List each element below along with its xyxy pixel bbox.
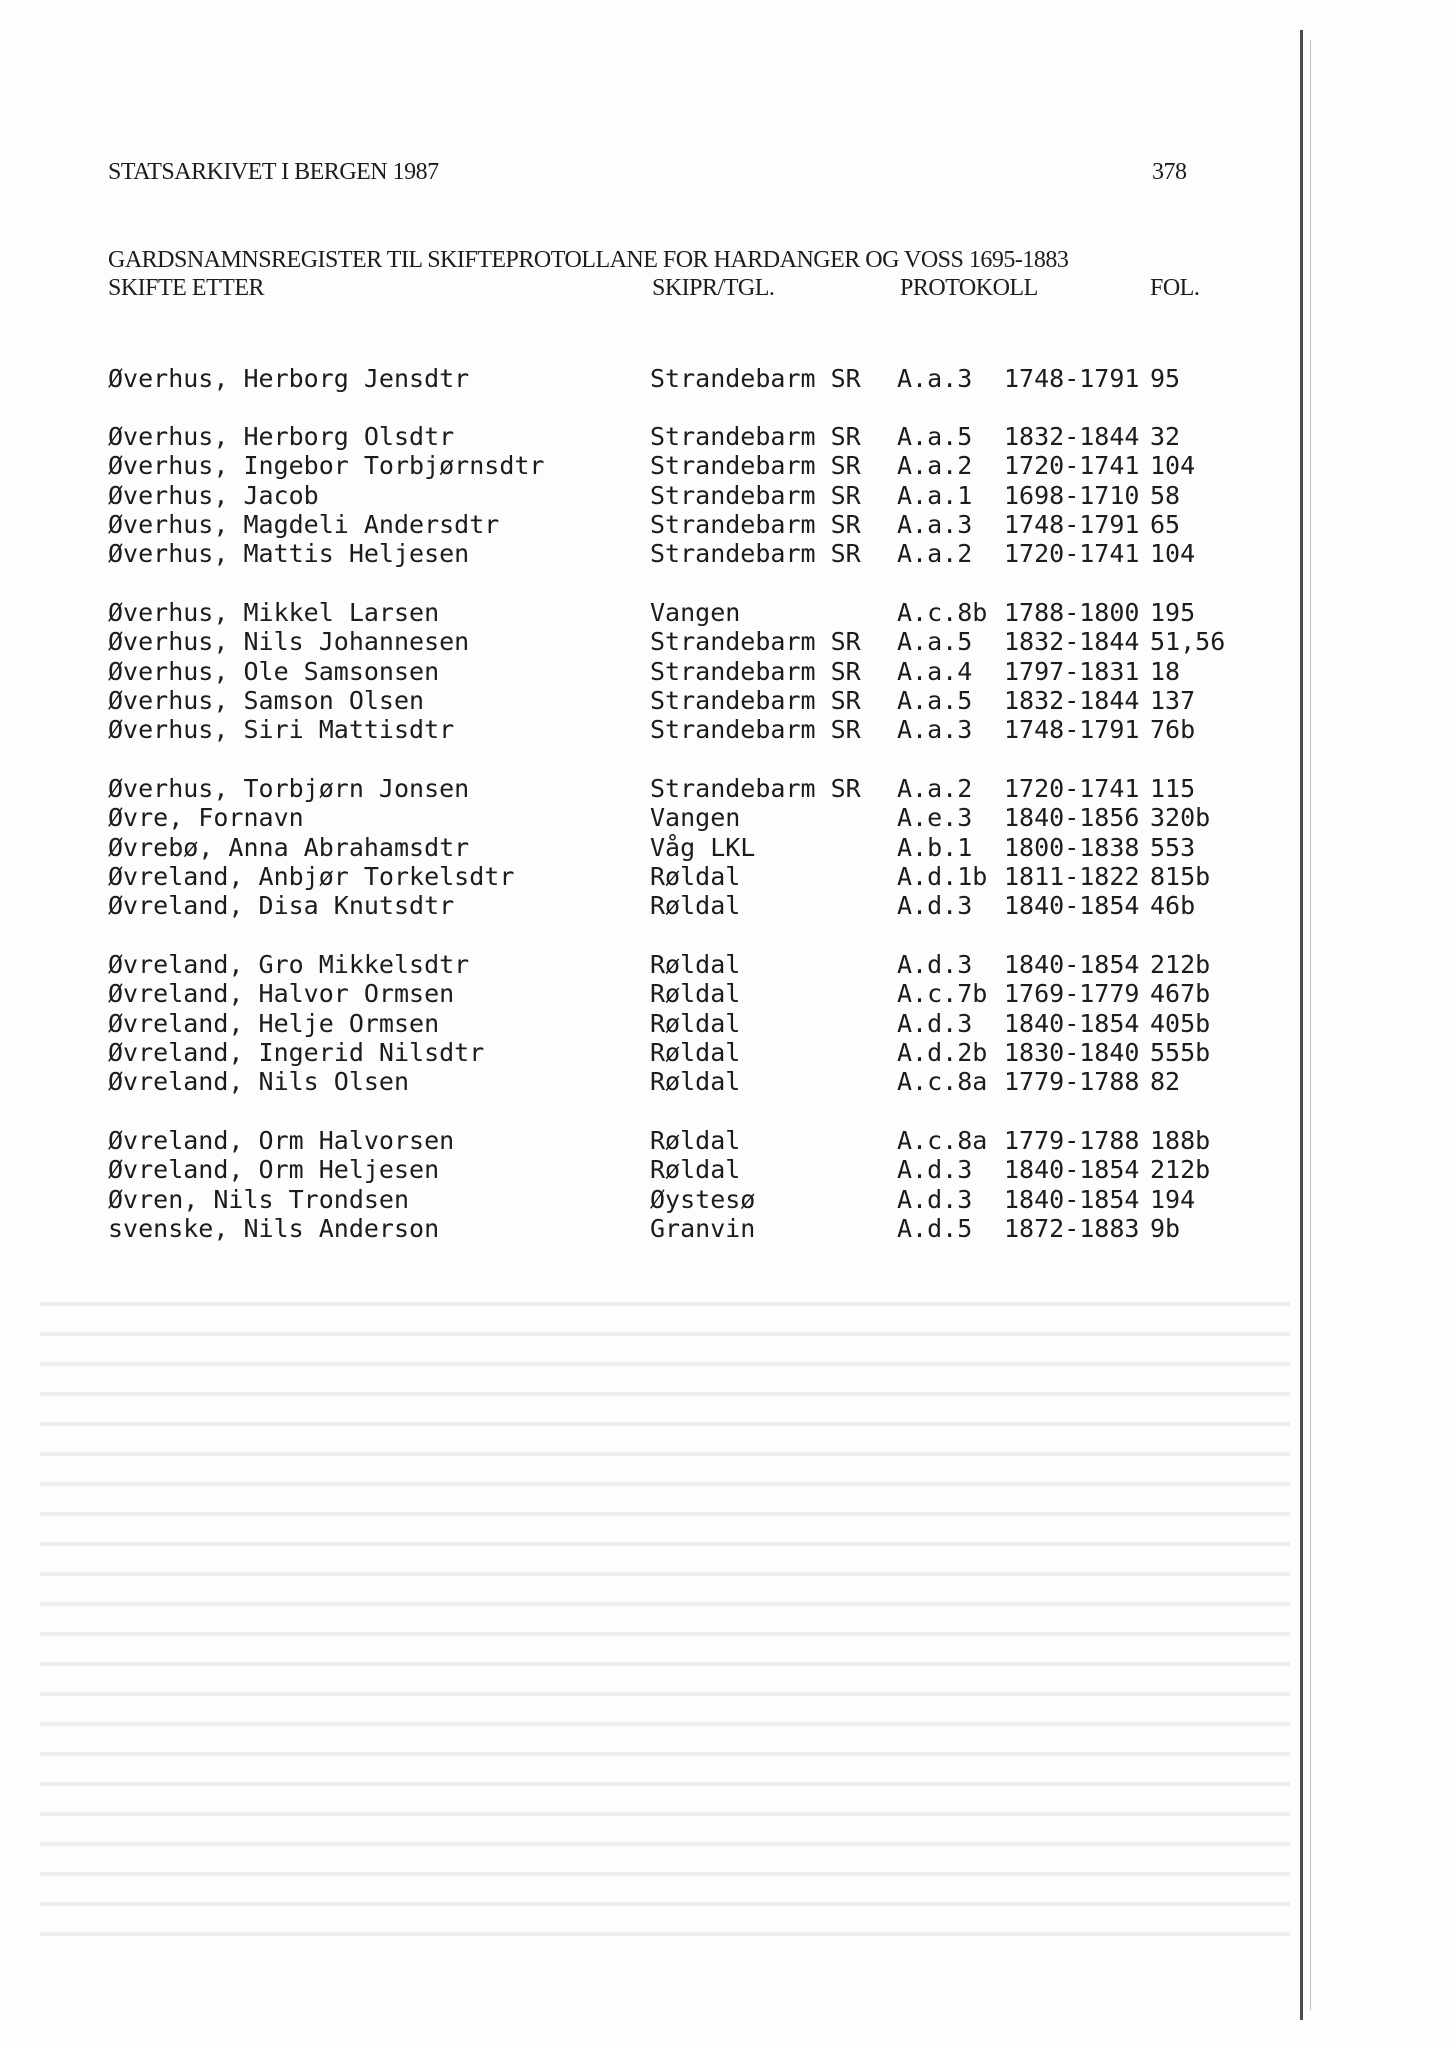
entry-folio: 815b xyxy=(1150,862,1211,891)
entry-name: Øverhus, Torbjørn Jonsen xyxy=(108,774,470,803)
entry-office: Strandebarm SR xyxy=(650,627,861,656)
entry-office: Våg LKL xyxy=(650,833,756,862)
entry-years: 1832-1844 xyxy=(1004,422,1140,451)
register-title: GARDSNAMNSREGISTER TIL SKIFTEPROTOLLANE FOR HARDANGER OG VOSS 1695-1883 xyxy=(108,247,1069,273)
entry-years: 1748-1791 xyxy=(1004,364,1140,393)
entry-protocol: A.e.3 xyxy=(897,803,973,832)
entry-protocol: A.b.1 xyxy=(897,833,973,862)
entry-folio: 95 xyxy=(1150,364,1181,393)
entry-years: 1832-1844 xyxy=(1004,627,1140,656)
entry-protocol: A.d.3 xyxy=(897,1009,973,1038)
entry-office: Vangen xyxy=(650,803,741,832)
entry-protocol: A.d.5 xyxy=(897,1214,973,1243)
entry-years: 1832-1844 xyxy=(1004,686,1140,715)
entry-office: Strandebarm SR xyxy=(650,510,861,539)
binding-edge-line xyxy=(1300,30,1303,2020)
entry-years: 1788-1800 xyxy=(1004,598,1140,627)
entry-folio: 82 xyxy=(1150,1067,1181,1096)
entry-office: Røldal xyxy=(650,950,741,979)
column-header-protocol: PROTOKOLL xyxy=(900,275,1038,301)
entry-office: Strandebarm SR xyxy=(650,657,861,686)
entry-name: Øvrebø, Anna Abrahamsdtr xyxy=(108,833,470,862)
entry-protocol: A.a.3 xyxy=(897,364,973,393)
entry-protocol: A.c.7b xyxy=(897,979,988,1008)
entry-office: Strandebarm SR xyxy=(650,715,861,744)
entry-folio: 553 xyxy=(1150,833,1196,862)
entry-years: 1720-1741 xyxy=(1004,539,1140,568)
entry-folio: 51,56 xyxy=(1150,627,1226,656)
entry-years: 1800-1838 xyxy=(1004,833,1140,862)
archive-header: STATSARKIVET I BERGEN 1987 xyxy=(108,159,439,185)
entry-office: Vangen xyxy=(650,598,741,627)
entry-name: Øverhus, Mattis Heljesen xyxy=(108,539,470,568)
entry-folio: 18 xyxy=(1150,657,1181,686)
entry-office: Strandebarm SR xyxy=(650,364,861,393)
entry-folio: 405b xyxy=(1150,1009,1211,1038)
entry-folio: 115 xyxy=(1150,774,1196,803)
entry-years: 1840-1856 xyxy=(1004,803,1140,832)
entry-office: Strandebarm SR xyxy=(650,481,861,510)
entry-name: Øverhus, Samson Olsen xyxy=(108,686,425,715)
entry-years: 1797-1831 xyxy=(1004,657,1140,686)
entry-name: Øvreland, Disa Knutsdtr xyxy=(108,891,455,920)
entry-years: 1720-1741 xyxy=(1004,451,1140,480)
entry-protocol: A.a.3 xyxy=(897,715,973,744)
entry-protocol: A.c.8b xyxy=(897,598,988,627)
entry-years: 1840-1854 xyxy=(1004,950,1140,979)
column-header-name: SKIFTE ETTER xyxy=(108,275,264,301)
entry-years: 1830-1840 xyxy=(1004,1038,1140,1067)
entry-protocol: A.c.8a xyxy=(897,1067,988,1096)
entry-years: 1748-1791 xyxy=(1004,510,1140,539)
entry-name: Øverhus, Ole Samsonsen xyxy=(108,657,440,686)
entry-name: Øverhus, Ingebor Torbjørnsdtr xyxy=(108,451,545,480)
entry-name: Øverhus, Siri Mattisdtr xyxy=(108,715,455,744)
entry-folio: 137 xyxy=(1150,686,1196,715)
entry-protocol: A.d.3 xyxy=(897,950,973,979)
entry-office: Strandebarm SR xyxy=(650,422,861,451)
entry-folio: 212b xyxy=(1150,1155,1211,1184)
entry-protocol: A.a.5 xyxy=(897,686,973,715)
entry-office: Granvin xyxy=(650,1214,756,1243)
entry-protocol: A.a.5 xyxy=(897,627,973,656)
entry-name: Øverhus, Magdeli Andersdtr xyxy=(108,510,500,539)
entry-protocol: A.a.2 xyxy=(897,774,973,803)
entry-name: Øvreland, Nils Olsen xyxy=(108,1067,410,1096)
entry-name: Øverhus, Mikkel Larsen xyxy=(108,598,440,627)
entry-name: Øvren, Nils Trondsen xyxy=(108,1185,410,1214)
entry-years: 1840-1854 xyxy=(1004,1185,1140,1214)
bleed-through-shadow xyxy=(40,1280,1290,1940)
entry-office: Øystesø xyxy=(650,1185,756,1214)
entry-folio: 9b xyxy=(1150,1214,1181,1243)
entry-protocol: A.d.1b xyxy=(897,862,988,891)
entry-name: Øverhus, Herborg Jensdtr xyxy=(108,364,470,393)
entry-name: Øverhus, Nils Johannesen xyxy=(108,627,470,656)
entry-protocol: A.a.1 xyxy=(897,481,973,510)
entry-office: Røldal xyxy=(650,1155,741,1184)
entry-years: 1840-1854 xyxy=(1004,1155,1140,1184)
entry-years: 1779-1788 xyxy=(1004,1126,1140,1155)
entry-protocol: A.d.2b xyxy=(897,1038,988,1067)
entry-years: 1811-1822 xyxy=(1004,862,1140,891)
entry-folio: 32 xyxy=(1150,422,1181,451)
entry-name: Øvreland, Orm Halvorsen xyxy=(108,1126,455,1155)
entry-protocol: A.d.3 xyxy=(897,891,973,920)
entry-years: 1872-1883 xyxy=(1004,1214,1140,1243)
entry-name: Øverhus, Jacob xyxy=(108,481,319,510)
entry-office: Strandebarm SR xyxy=(650,774,861,803)
entry-name: Øvreland, Orm Heljesen xyxy=(108,1155,440,1184)
entry-folio: 555b xyxy=(1150,1038,1211,1067)
entry-folio: 76b xyxy=(1150,715,1196,744)
entry-name: Øvreland, Anbjør Torkelsdtr xyxy=(108,862,515,891)
entry-name: Øvreland, Gro Mikkelsdtr xyxy=(108,950,470,979)
entry-office: Røldal xyxy=(650,891,741,920)
entry-years: 1840-1854 xyxy=(1004,891,1140,920)
entry-folio: 65 xyxy=(1150,510,1181,539)
entry-protocol: A.a.2 xyxy=(897,451,973,480)
entry-office: Strandebarm SR xyxy=(650,451,861,480)
entry-years: 1769-1779 xyxy=(1004,979,1140,1008)
entry-folio: 104 xyxy=(1150,451,1196,480)
entry-folio: 212b xyxy=(1150,950,1211,979)
entry-folio: 58 xyxy=(1150,481,1181,510)
entry-office: Røldal xyxy=(650,1126,741,1155)
entry-protocol: A.d.3 xyxy=(897,1155,973,1184)
page-number: 378 xyxy=(1152,159,1187,185)
binding-edge-shadow xyxy=(1310,40,1311,2010)
column-header-office: SKIPR/TGL. xyxy=(652,275,775,301)
entry-office: Røldal xyxy=(650,862,741,891)
entry-protocol: A.a.2 xyxy=(897,539,973,568)
entry-name: Øvreland, Ingerid Nilsdtr xyxy=(108,1038,485,1067)
entry-protocol: A.d.3 xyxy=(897,1185,973,1214)
entry-folio: 46b xyxy=(1150,891,1196,920)
entry-protocol: A.a.4 xyxy=(897,657,973,686)
entry-office: Røldal xyxy=(650,1009,741,1038)
entry-years: 1779-1788 xyxy=(1004,1067,1140,1096)
entry-folio: 194 xyxy=(1150,1185,1196,1214)
entry-years: 1748-1791 xyxy=(1004,715,1140,744)
entry-folio: 188b xyxy=(1150,1126,1211,1155)
entry-name: svenske, Nils Anderson xyxy=(108,1214,440,1243)
entry-folio: 104 xyxy=(1150,539,1196,568)
entry-name: Øvreland, Helje Ormsen xyxy=(108,1009,440,1038)
entry-office: Strandebarm SR xyxy=(650,539,861,568)
entry-protocol: A.c.8a xyxy=(897,1126,988,1155)
entry-folio: 320b xyxy=(1150,803,1211,832)
entry-folio: 195 xyxy=(1150,598,1196,627)
entry-folio: 467b xyxy=(1150,979,1211,1008)
entry-protocol: A.a.5 xyxy=(897,422,973,451)
entry-office: Røldal xyxy=(650,1067,741,1096)
entry-office: Strandebarm SR xyxy=(650,686,861,715)
entry-years: 1698-1710 xyxy=(1004,481,1140,510)
entry-years: 1720-1741 xyxy=(1004,774,1140,803)
entry-name: Øvre, Fornavn xyxy=(108,803,304,832)
entry-office: Røldal xyxy=(650,979,741,1008)
entry-office: Røldal xyxy=(650,1038,741,1067)
column-header-folio: FOL. xyxy=(1150,275,1200,301)
entry-name: Øvreland, Halvor Ormsen xyxy=(108,979,455,1008)
entry-years: 1840-1854 xyxy=(1004,1009,1140,1038)
entry-name: Øverhus, Herborg Olsdtr xyxy=(108,422,455,451)
entry-protocol: A.a.3 xyxy=(897,510,973,539)
